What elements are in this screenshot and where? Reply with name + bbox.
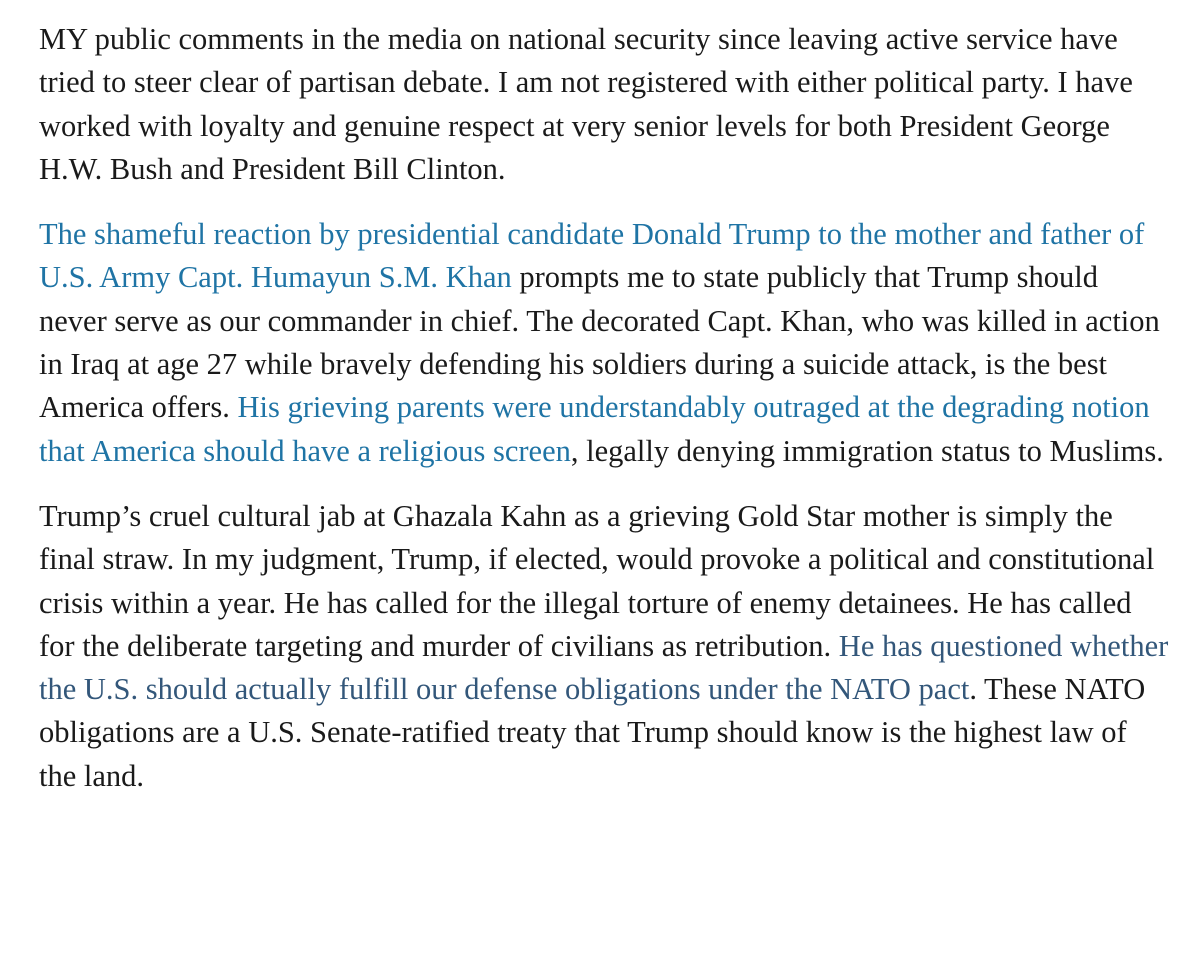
religious-screen-link[interactable]: His grieving parents were understandably outraged at the degrading notion that America should have a religious screen xyxy=(39,390,1150,468)
paragraph-1 xyxy=(39,18,1169,191)
paragraph-text: MY public comments in the media on national security since leaving active service have tried to steer clear of partisan debate. I am not registered with either political party. I have worked with loyalty and genuine respect at very senior levels for both President George H.W. Bush and President Bill Clinton. xyxy=(39,22,1133,186)
paragraph-text: . These NATO obligations are a U.S. Senate-ratified treaty that Trump should know is the highest law of the land. xyxy=(39,672,1146,793)
paragraph-text: , legally denying immigration status to Muslims. xyxy=(570,433,1164,468)
paragraph-2 xyxy=(39,213,1169,473)
paragraph-3 xyxy=(39,495,1169,798)
article-body xyxy=(39,18,1169,820)
paragraph-text: Trump’s cruel cultural jab at Ghazala Kahn as a grieving Gold Star mother is simply the final straw. In my judgment, Trump, if elected, would provoke a political and constitutional crisis within a year. He has called for the illegal torture of enemy detainees. He has called for the deliberate targeting and murder of civilians as retribution. xyxy=(39,498,1155,663)
khan-reaction-link[interactable]: The shameful reaction by presidential candidate Donald Trump to the mother and father of U.S. Army Capt. Humayun S.M. Khan xyxy=(39,217,1145,295)
paragraph-text: prompts me to state publicly that Trump should never serve as our commander in chief. The decorated Capt. Khan, who was killed in action in Iraq at age 27 while bravely defending his soldiers during a suicide attack, is the best America offers. xyxy=(39,260,1160,425)
nato-pact-link[interactable]: He has questioned whether the U.S. should actually fulfill our defense obligations under the NATO pact xyxy=(39,628,1169,707)
